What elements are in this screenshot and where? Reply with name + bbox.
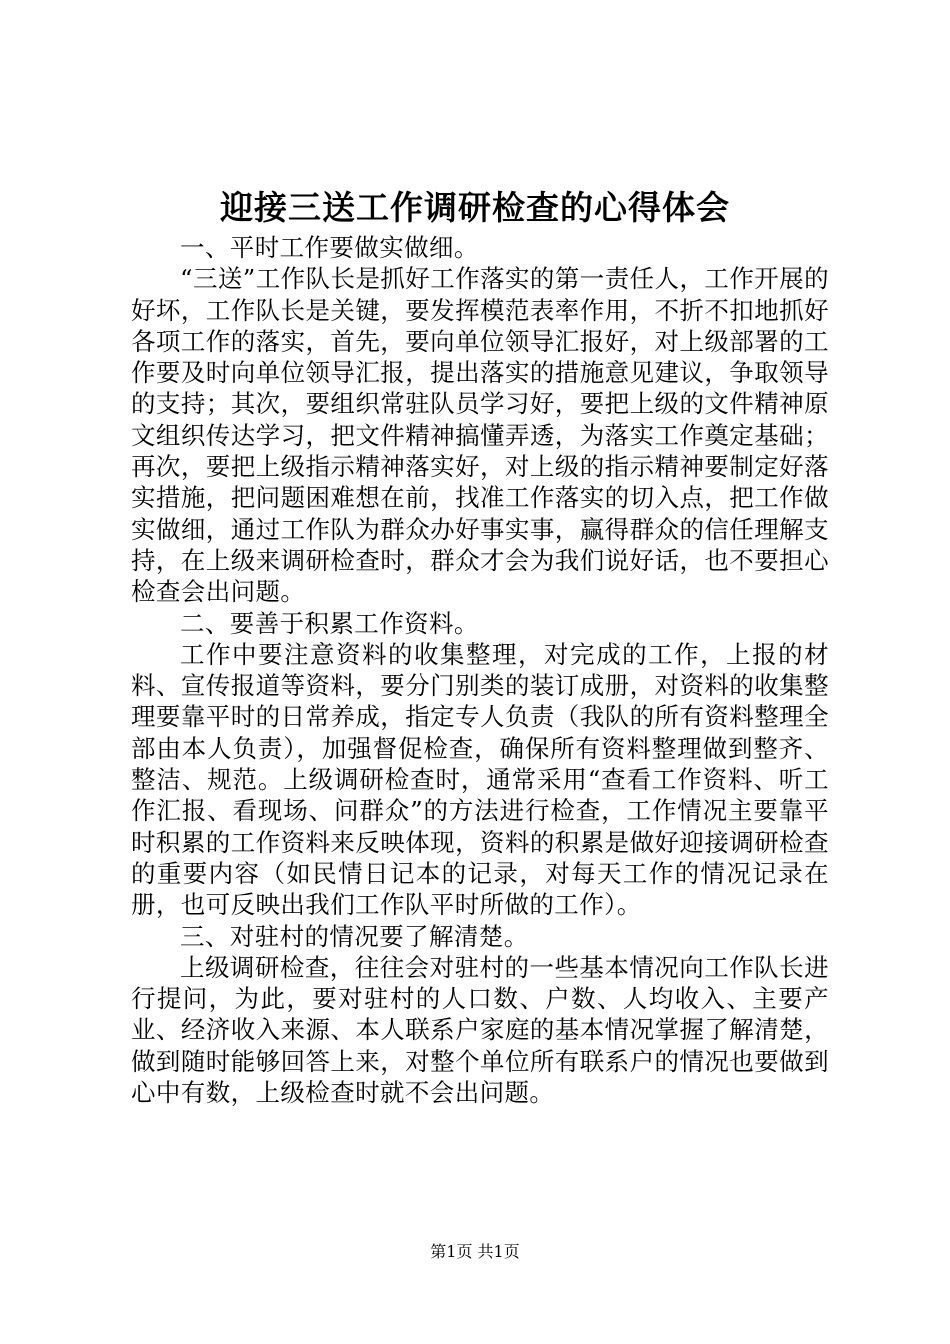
document-title: 迎接三送工作调研检查的心得体会 bbox=[220, 188, 730, 227]
section-heading-2: 二、要善于积累工作资料。 bbox=[180, 608, 479, 638]
page-number-footer: 第1页 共1页 bbox=[430, 1242, 520, 1261]
document-body bbox=[131, 232, 829, 1108]
section-heading-3: 三、对驻村的情况要了解清楚。 bbox=[180, 921, 529, 951]
section-heading-1: 一、平时工作要做实做细。 bbox=[180, 233, 479, 262]
paragraph-1: “三送”工作队长是抓好工作落实的第一责任人，工作开展的好坏，工作队长是关键，要发挥模范表率作用，不折不扣地抓好各项工作的落实，首先，要向单位领导汇报好，对上级部署的工作要及时向单位领导汇报，提出落实的措施意见建议，争取领导的支持；其次，要组织常驻队员学习好，要把上级的文件精神原文组织传达学习，把文件精神搞懂弄透，为落实工作奠定基础；再次，要把上级指示精神落实好，对上级的指示精神要制定好落实措施，把问题困难想在前，找准工作落实的切入点，把工作做实做细，通过工作队为群众办好事实事，赢得群众的信任理解支持，在上级来调研检查时，群众才会为我们说好话，也不要担心检查会出问题。 bbox=[131, 264, 829, 607]
paragraph-2: 工作中要注意资料的收集整理，对完成的工作，上报的材料、宣传报道等资料，要分门别类的装订成册，对资料的收集整理要靠平时的日常养成，指定专人负责（我队的所有资料整理全部由本人负责），加强督促检查，确保所有资料整理做到整齐、整洁、规范。上级调研检查时，通常采用“查看工作资料、听工作汇报、看现场、问群众”的方法进行检查，工作情况主要靠平时积累的工作资料来反映体现，资料的积累是做好迎接调研检查的重要内容（如民情日记本的记录，对每天工作的情况记录在册，也可反映出我们工作队平时所做的工作）。 bbox=[131, 639, 829, 920]
paragraph-3: 上级调研检查，往往会对驻村的一些基本情况向工作队长进行提问，为此，要对驻村的人口数、户数、人均收入、主要产业、经济收入来源、本人联系户家庭的基本情况掌握了解清楚，做到随时能够回答上来，对整个单位所有联系户的情况也要做到心中有数，上级检查时就不会出问题。 bbox=[131, 952, 829, 1108]
